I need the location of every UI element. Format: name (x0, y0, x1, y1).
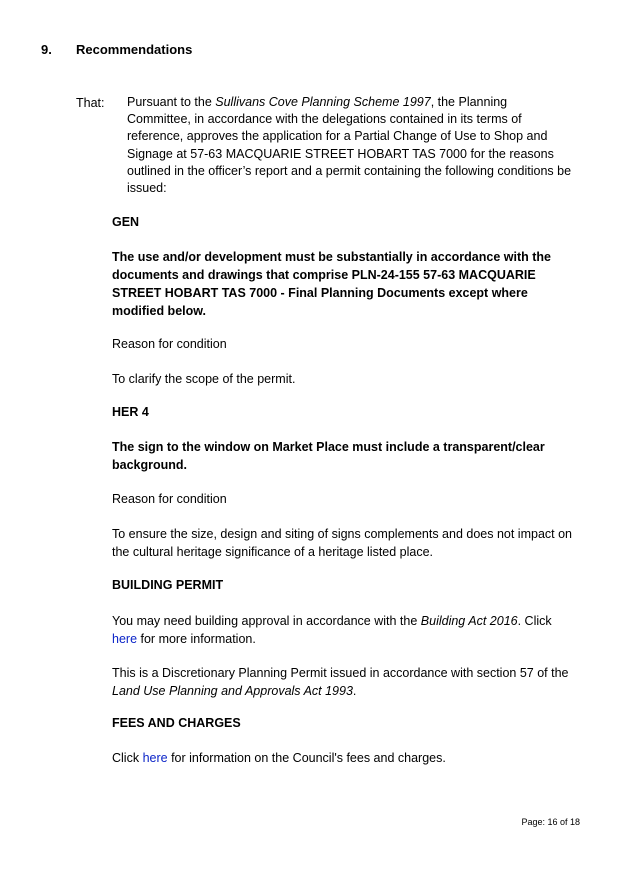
building-permit-text-end: for more information. (137, 632, 256, 646)
section-title: Recommendations (76, 42, 193, 57)
intro-text-pre: Pursuant to the (127, 95, 216, 109)
fees-heading: FEES AND CHARGES (112, 716, 241, 730)
section-heading (41, 42, 192, 57)
fees-text (112, 750, 572, 768)
discretionary-text-post: . (352, 684, 357, 698)
condition-gen-reason: To clarify the scope of the permit. (112, 372, 296, 386)
building-permit-text-pre: You may need building approval in accordance with the (112, 614, 421, 628)
condition-her4-reason: To ensure the size, design and siting of signs complements and does not impact on the cultural heritage significance of a heritage listed place. (112, 527, 572, 559)
condition-gen-text: The use and/or development must be substantially in accordance with the documents and drawings that comprise PLN-24-155 57-63 MACQUARIE STREET HOBART TAS 7000 - Final Planning Documents except where modified below. (112, 250, 551, 318)
building-act-name: Building Act 2016 (420, 614, 518, 628)
fees-text-post: for information on the Council's fees and charges. (167, 751, 446, 765)
building-permit-heading: BUILDING PERMIT (112, 578, 224, 592)
condition-gen-code: GEN (112, 215, 140, 229)
fees-text-pre: Click (112, 751, 143, 765)
that-label: That: (76, 96, 105, 110)
building-permit-text-mid: . Click (517, 614, 552, 628)
page-number: Page: 16 of 18 (521, 817, 580, 827)
lupa-act-name: Land Use Planning and Approvals Act 1993 (112, 684, 353, 698)
condition-gen-reason-label: Reason for condition (112, 337, 227, 351)
building-permit-text (112, 612, 572, 648)
discretionary-permit-text (112, 664, 572, 700)
intro-text-post: , the Planning Committee, in accordance with the delegations contained in its terms of reference, approves the application for a Partial Change of Use to Shop and Signage at 57-63 MACQUARIE STREET HOBART TAS 7000 for the reasons outlined in the officer’s report and a permit containing the following conditions be issued: (127, 95, 572, 196)
building-permit-link[interactable]: here (112, 632, 138, 646)
scheme-name: Sullivans Cove Planning Scheme 1997 (215, 95, 431, 109)
condition-her4-reason-label: Reason for condition (112, 492, 227, 506)
fees-link[interactable]: here (142, 751, 168, 765)
condition-her4-text: The sign to the window on Market Place must include a transparent/clear background. (112, 440, 545, 472)
discretionary-text-pre: This is a Discretionary Planning Permit issued in accordance with section 57 of the (112, 666, 569, 680)
condition-her4-code: HER 4 (112, 405, 149, 419)
recommendation-intro (127, 94, 572, 197)
section-number: 9. (41, 42, 52, 57)
